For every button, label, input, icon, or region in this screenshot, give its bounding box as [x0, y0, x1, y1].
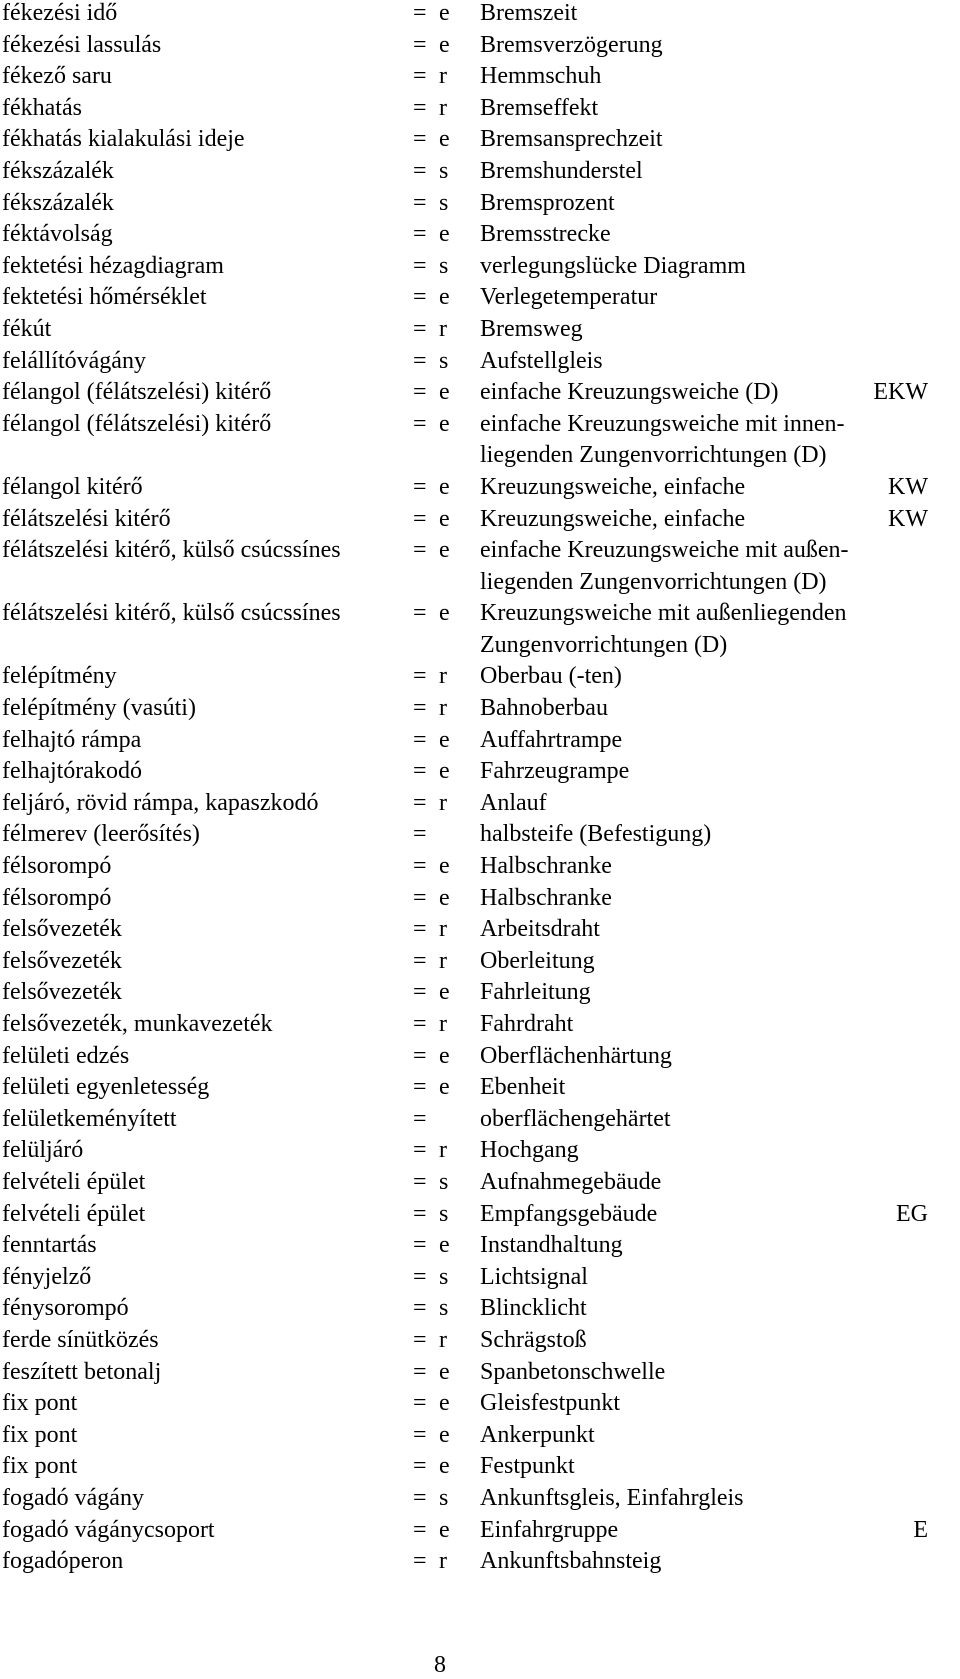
german-article: r [439, 94, 447, 121]
equals-sign: = [413, 1105, 427, 1132]
hungarian-term: fogadó vágány [2, 1484, 144, 1511]
equals-sign: = [413, 126, 427, 153]
german-article: e [439, 379, 450, 406]
equals-sign: = [413, 979, 427, 1006]
glossary-entry [0, 1011, 960, 1043]
german-term: Spanbetonschwelle [480, 1358, 666, 1385]
german-term: Arbeitsdraht [480, 916, 600, 943]
german-term: Halbschranke [480, 884, 612, 911]
equals-sign: = [413, 379, 427, 406]
german-term-continuation: liegenden Zungenvorrichtungen (D) [480, 568, 827, 595]
german-article: e [439, 31, 450, 58]
equals-sign: = [413, 600, 427, 627]
glossary-entry [0, 316, 960, 348]
german-term: Ebenheit [480, 1074, 566, 1101]
equals-sign: = [413, 0, 427, 26]
entry-line [0, 506, 960, 538]
abbreviation: EG [896, 1200, 928, 1227]
glossary-entry [0, 63, 960, 95]
entry-line [0, 95, 960, 127]
entry-line [0, 1485, 960, 1517]
entry-continuation-line [0, 442, 960, 474]
abbreviation: E [913, 1516, 928, 1543]
german-article: e [439, 1074, 450, 1101]
hungarian-term: fékhatás [2, 94, 82, 121]
entry-line [0, 695, 960, 727]
equals-sign: = [413, 189, 427, 216]
entry-continuation-line [0, 632, 960, 664]
german-article: e [439, 1390, 450, 1417]
hungarian-term: félangol kitérő [2, 473, 143, 500]
glossary-entry [0, 126, 960, 158]
equals-sign: = [413, 1453, 427, 1480]
german-term: Halbschranke [480, 853, 612, 880]
german-article: s [439, 157, 449, 184]
german-article: e [439, 1421, 450, 1448]
german-term: Ankunftsgleis, Einfahrgleis [480, 1484, 744, 1511]
german-term: Oberflächenhärtung [480, 1042, 672, 1069]
hungarian-term: félangol (félátszelési) kitérő [2, 379, 272, 406]
german-term: Oberbau (-ten) [480, 663, 622, 690]
hungarian-term: fékút [2, 315, 52, 342]
entry-line [0, 190, 960, 222]
german-term: Anlauf [480, 789, 547, 816]
equals-sign: = [413, 537, 427, 564]
german-article: e [439, 537, 450, 564]
german-article: e [439, 505, 450, 532]
glossary-entry [0, 221, 960, 253]
entry-line [0, 63, 960, 95]
german-term: Hemmschuh [480, 63, 602, 90]
german-term: Kreuzungsweiche mit außenliegenden [480, 600, 847, 627]
entry-line [0, 284, 960, 316]
german-term: Gleisfestpunkt [480, 1390, 620, 1417]
equals-sign: = [413, 1011, 427, 1037]
entry-line [0, 348, 960, 380]
glossary-entry [0, 1295, 960, 1327]
german-term: Fahrleitung [480, 979, 591, 1006]
hungarian-term: feljáró, rövid rámpa, kapaszkodó [2, 789, 319, 816]
hungarian-term: felvételi épület [2, 1168, 146, 1195]
glossary-entry [0, 853, 960, 885]
glossary-entry [0, 158, 960, 190]
german-term: Empfangsgebäude [480, 1200, 658, 1227]
german-term: Kreuzungsweiche, einfache [480, 473, 746, 500]
german-article: e [439, 600, 450, 627]
german-term: einfache Kreuzungsweiche mit innen- [480, 410, 845, 437]
german-article: s [439, 1168, 449, 1195]
hungarian-term: félsorompó [2, 884, 112, 911]
glossary-entry [0, 1137, 960, 1169]
german-term: Fahrdraht [480, 1011, 574, 1037]
entry-line [0, 600, 960, 632]
hungarian-term: félsorompó [2, 853, 112, 880]
entry-line [0, 0, 960, 32]
glossary-entry [0, 1106, 960, 1138]
german-term: Bremseffekt [480, 94, 599, 121]
hungarian-term: félátszelési kitérő, külső csúcssínes [2, 537, 341, 564]
german-article: s [439, 347, 449, 374]
glossary-entry [0, 1043, 960, 1075]
equals-sign: = [413, 695, 427, 722]
hungarian-term: félátszelési kitérő [2, 505, 171, 532]
german-article: e [439, 853, 450, 880]
german-term: Lichtsignal [480, 1263, 588, 1290]
equals-sign: = [413, 726, 427, 753]
hungarian-term: felállítóvágány [2, 347, 146, 374]
german-article: r [439, 1011, 447, 1037]
equals-sign: = [413, 663, 427, 690]
german-article: e [439, 410, 450, 437]
hungarian-term: fékhatás kialakulási ideje [2, 126, 245, 153]
german-article: e [439, 221, 450, 248]
german-article: r [439, 695, 447, 722]
hungarian-term: feszített betonalj [2, 1358, 162, 1385]
entry-line [0, 1390, 960, 1422]
equals-sign: = [413, 789, 427, 816]
hungarian-term: felüljáró [2, 1137, 84, 1164]
entry-line [0, 853, 960, 885]
hungarian-term: felhajtórakodó [2, 758, 142, 785]
german-article: r [439, 63, 447, 90]
entry-line [0, 474, 960, 506]
glossary-entry [0, 979, 960, 1011]
entry-line [0, 1422, 960, 1454]
equals-sign: = [413, 63, 427, 90]
entry-line [0, 1327, 960, 1359]
hungarian-term: fékszázalék [2, 157, 114, 184]
glossary-entry [0, 1453, 960, 1485]
hungarian-term: fékező saru [2, 63, 112, 90]
german-term: Festpunkt [480, 1453, 575, 1480]
german-article: r [439, 789, 447, 816]
glossary-entry [0, 885, 960, 917]
glossary-entry [0, 474, 960, 506]
entry-line [0, 979, 960, 1011]
hungarian-term: féktávolság [2, 221, 113, 248]
german-article: s [439, 189, 449, 216]
glossary-entry [0, 348, 960, 380]
german-article: e [439, 1358, 450, 1385]
german-term: Schrägstoß [480, 1326, 587, 1353]
glossary-entry [0, 600, 960, 663]
equals-sign: = [413, 1137, 427, 1164]
glossary-entry [0, 1201, 960, 1233]
german-term: Bremsverzögerung [480, 31, 663, 58]
hungarian-term: fektetési hézagdiagram [2, 252, 224, 279]
glossary-entry [0, 253, 960, 285]
german-term: Verlegetemperatur [480, 284, 658, 311]
german-term: Instandhaltung [480, 1232, 623, 1259]
hungarian-term: felsővezeték [2, 947, 122, 974]
equals-sign: = [413, 821, 427, 848]
german-article: e [439, 726, 450, 753]
hungarian-term: felületkeményített [2, 1105, 177, 1132]
glossary-entry [0, 1327, 960, 1359]
glossary-entry [0, 32, 960, 64]
glossary-entry [0, 1485, 960, 1517]
entry-line [0, 1074, 960, 1106]
entry-line [0, 221, 960, 253]
german-term-continuation: Zungenvorrichtungen (D) [480, 631, 728, 658]
german-article: r [439, 1137, 447, 1164]
german-term: Blincklicht [480, 1295, 587, 1322]
hungarian-term: fix pont [2, 1390, 78, 1417]
entry-line [0, 1169, 960, 1201]
german-article: r [439, 947, 447, 974]
hungarian-term: félangol (félátszelési) kitérő [2, 410, 272, 437]
glossary-entry [0, 1232, 960, 1264]
entry-line [0, 948, 960, 980]
german-term: Kreuzungsweiche, einfache [480, 505, 746, 532]
german-article: e [439, 284, 450, 311]
equals-sign: = [413, 94, 427, 121]
german-term: Aufstellgleis [480, 347, 603, 374]
entry-line [0, 1517, 960, 1549]
glossary-entry [0, 916, 960, 948]
equals-sign: = [413, 947, 427, 974]
equals-sign: = [413, 1168, 427, 1195]
equals-sign: = [413, 1484, 427, 1511]
glossary-entry [0, 1517, 960, 1549]
hungarian-term: fix pont [2, 1453, 78, 1480]
equals-sign: = [413, 221, 427, 248]
german-term: Fahrzeugrampe [480, 758, 630, 785]
german-article: e [439, 758, 450, 785]
german-term: Auffahrtrampe [480, 726, 623, 753]
equals-sign: = [413, 853, 427, 880]
hungarian-term: fektetési hőmérséklet [2, 284, 207, 311]
german-term: halbsteife (Befestigung) [480, 821, 712, 848]
german-term: Bremshunderstel [480, 157, 643, 184]
german-term: einfache Kreuzungsweiche (D) [480, 379, 779, 406]
entry-line [0, 1043, 960, 1075]
german-term: Bahnoberbau [480, 695, 608, 722]
german-term: Ankunftsbahnsteig [480, 1548, 662, 1575]
entry-line [0, 1201, 960, 1233]
abbreviation: KW [888, 505, 928, 532]
german-article: r [439, 663, 447, 690]
equals-sign: = [413, 1042, 427, 1069]
entry-line [0, 1106, 960, 1138]
glossary-entry [0, 758, 960, 790]
german-term: Bremsstrecke [480, 221, 611, 248]
german-article: s [439, 1484, 449, 1511]
german-article: e [439, 979, 450, 1006]
glossary-entry [0, 1422, 960, 1454]
glossary-entry [0, 411, 960, 474]
german-article: r [439, 315, 447, 342]
entry-line [0, 1359, 960, 1391]
german-article: e [439, 884, 450, 911]
entry-line [0, 126, 960, 158]
glossary-entry [0, 1548, 960, 1580]
equals-sign: = [413, 1232, 427, 1259]
entry-line [0, 916, 960, 948]
german-term: Einfahrgruppe [480, 1516, 619, 1543]
equals-sign: = [413, 1390, 427, 1417]
entry-line [0, 1453, 960, 1485]
equals-sign: = [413, 157, 427, 184]
hungarian-term: félmerev (leerősítés) [2, 821, 200, 848]
hungarian-term: felsővezeték [2, 916, 122, 943]
german-term: einfache Kreuzungsweiche mit außen- [480, 537, 849, 564]
entry-line [0, 790, 960, 822]
german-article: s [439, 1295, 449, 1322]
entry-line [0, 885, 960, 917]
german-article: e [439, 126, 450, 153]
entry-line [0, 253, 960, 285]
equals-sign: = [413, 916, 427, 943]
entry-line [0, 663, 960, 695]
glossary-entry [0, 948, 960, 980]
hungarian-term: fogadó vágánycsoport [2, 1516, 215, 1543]
german-term: oberflächengehärtet [480, 1105, 671, 1132]
hungarian-term: felületi edzés [2, 1042, 130, 1069]
german-term: Hochgang [480, 1137, 579, 1164]
german-term-continuation: liegenden Zungenvorrichtungen (D) [480, 442, 827, 469]
glossary-entry [0, 695, 960, 727]
german-article: r [439, 1548, 447, 1575]
german-term: Aufnahmegebäude [480, 1168, 662, 1195]
glossary-entry [0, 1264, 960, 1296]
glossary-entry [0, 537, 960, 600]
german-article: r [439, 1326, 447, 1353]
equals-sign: = [413, 1358, 427, 1385]
german-term: verlegungslücke Diagramm [480, 252, 746, 279]
abbreviation: EKW [873, 379, 928, 406]
equals-sign: = [413, 505, 427, 532]
entry-line [0, 411, 960, 443]
equals-sign: = [413, 252, 427, 279]
equals-sign: = [413, 884, 427, 911]
glossary-entry [0, 95, 960, 127]
hungarian-term: felületi egyenletesség [2, 1074, 210, 1101]
german-article: s [439, 1200, 449, 1227]
equals-sign: = [413, 347, 427, 374]
entry-line [0, 1011, 960, 1043]
glossary-entry [0, 1390, 960, 1422]
glossary-entry [0, 727, 960, 759]
equals-sign: = [413, 1074, 427, 1101]
german-article: e [439, 1042, 450, 1069]
hungarian-term: felsővezeték [2, 979, 122, 1006]
entry-line [0, 32, 960, 64]
equals-sign: = [413, 315, 427, 342]
hungarian-term: felépítmény (vasúti) [2, 695, 196, 722]
hungarian-term: fékezési lassulás [2, 31, 162, 58]
equals-sign: = [413, 758, 427, 785]
page-number: 8 [434, 1652, 446, 1678]
entry-line [0, 1232, 960, 1264]
entry-line [0, 1548, 960, 1580]
equals-sign: = [413, 1263, 427, 1290]
equals-sign: = [413, 1326, 427, 1353]
hungarian-term: fogadóperon [2, 1548, 124, 1575]
glossary-entry [0, 284, 960, 316]
glossary-entry [0, 379, 960, 411]
glossary-entry [0, 821, 960, 853]
glossary-entry [0, 1074, 960, 1106]
german-term: Bremsprozent [480, 189, 615, 216]
entry-line [0, 158, 960, 190]
glossary-entry [0, 790, 960, 822]
german-article: e [439, 0, 450, 26]
german-article: e [439, 1232, 450, 1259]
german-article: s [439, 252, 449, 279]
german-term: Bremszeit [480, 0, 578, 26]
equals-sign: = [413, 284, 427, 311]
hungarian-term: fenntartás [2, 1232, 97, 1259]
glossary-entry [0, 190, 960, 222]
german-article: e [439, 473, 450, 500]
entry-line [0, 537, 960, 569]
german-term: Oberleitung [480, 947, 595, 974]
german-term: Ankerpunkt [480, 1421, 595, 1448]
entry-line [0, 1137, 960, 1169]
entry-line [0, 316, 960, 348]
equals-sign: = [413, 1200, 427, 1227]
equals-sign: = [413, 1295, 427, 1322]
hungarian-term: ferde sínütközés [2, 1326, 159, 1353]
entry-line [0, 1264, 960, 1296]
entry-line [0, 758, 960, 790]
german-article: r [439, 916, 447, 943]
glossary-entry [0, 0, 960, 32]
equals-sign: = [413, 1548, 427, 1575]
glossary-entry [0, 1169, 960, 1201]
hungarian-term: fénysorompó [2, 1295, 129, 1322]
german-article: s [439, 1263, 449, 1290]
hungarian-term: felhajtó rámpa [2, 726, 142, 753]
hungarian-term: félátszelési kitérő, külső csúcssínes [2, 600, 341, 627]
glossary-entry [0, 663, 960, 695]
equals-sign: = [413, 31, 427, 58]
hungarian-term: fix pont [2, 1421, 78, 1448]
entry-line [0, 821, 960, 853]
german-article: e [439, 1453, 450, 1480]
entry-line [0, 379, 960, 411]
equals-sign: = [413, 410, 427, 437]
german-term: Bremsweg [480, 315, 583, 342]
hungarian-term: fényjelző [2, 1263, 92, 1290]
glossary-entry [0, 1359, 960, 1391]
equals-sign: = [413, 1421, 427, 1448]
abbreviation: KW [888, 473, 928, 500]
entry-line [0, 727, 960, 759]
hungarian-term: felépítmény [2, 663, 117, 690]
hungarian-term: felsővezeték, munkavezeték [2, 1011, 273, 1037]
hungarian-term: fékszázalék [2, 189, 114, 216]
german-article: e [439, 1516, 450, 1543]
glossary-entry [0, 506, 960, 538]
german-term: Bremsansprechzeit [480, 126, 663, 153]
entry-continuation-line [0, 569, 960, 601]
equals-sign: = [413, 473, 427, 500]
entry-line [0, 1295, 960, 1327]
hungarian-term: felvételi épület [2, 1200, 146, 1227]
equals-sign: = [413, 1516, 427, 1543]
hungarian-term: fékezési idő [2, 0, 118, 26]
